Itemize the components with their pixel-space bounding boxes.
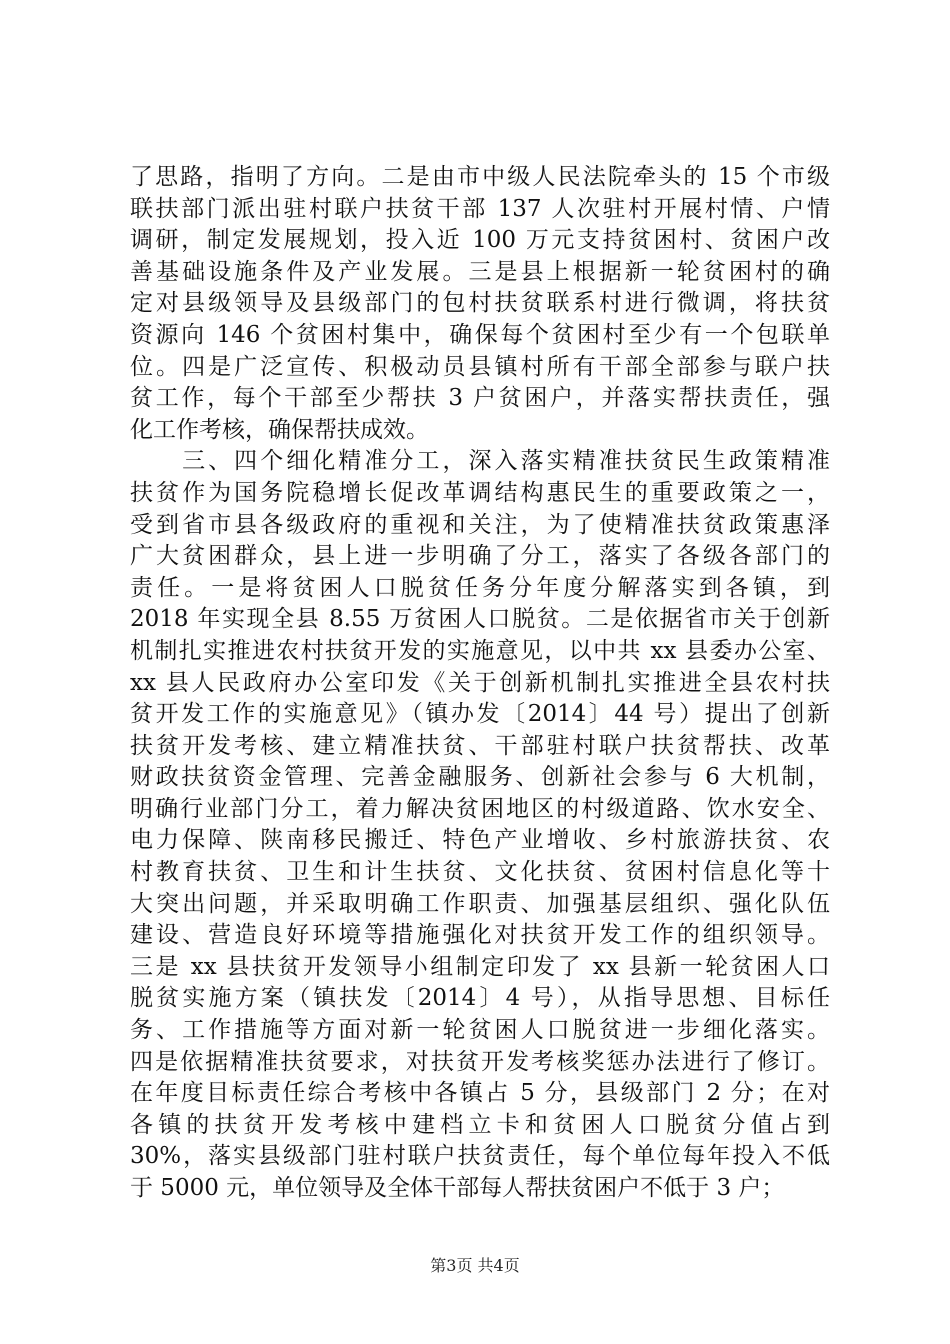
text-line: 三、四个细化精准分工，深入落实精准扶贫民生政策精准 xyxy=(130,448,830,475)
text-line: 机制扎实推进农村扶贫开发的实施意见，以中共 xx 县委办公室、 xyxy=(130,637,830,664)
text-line: 扶贫作为国务院稳增长促改革调结构惠民生的重要政策之一， xyxy=(130,479,830,506)
text-line: 各镇的扶贫开发考核中建档立卡和贫困人口脱贫分值占到 xyxy=(130,1111,830,1138)
text-line: 定对县级领导及县级部门的包村扶贫联系村进行微调，将扶贫 xyxy=(130,290,830,317)
text-line: 了思路，指明了方向。二是由市中级人民法院牵头的 15 个市级 xyxy=(130,164,830,190)
text-line: 受到省市县各级政府的重视和关注，为了使精准扶贫政策惠泽 xyxy=(130,511,830,538)
page-footer: 第3页 共4页 xyxy=(430,1256,520,1275)
body-text xyxy=(130,162,830,1205)
text-line: 大突出问题，并采取明确工作职责、加强基层组织、强化队伍 xyxy=(130,890,830,917)
text-line: 于 5000 元，单位领导及全体干部每人帮扶贫困户不低于 3 户； xyxy=(130,1175,785,1201)
text-line: 电力保障、陕南移民搬迁、特色产业增收、乡村旅游扶贫、农 xyxy=(130,827,830,854)
text-line: 30%，落实县级部门驻村联户扶贫责任，每个单位每年投入不低 xyxy=(130,1143,830,1170)
text-line: 建设、营造良好环境等措施强化对扶贫开发工作的组织领导。 xyxy=(130,922,830,949)
text-line: 广大贫困群众，县上进一步明确了分工，落实了各级各部门的 xyxy=(130,543,830,570)
text-line: 财政扶贫资金管理、完善金融服务、创新社会参与 6 大机制， xyxy=(130,764,830,791)
text-line: 化工作考核，确保帮扶成效。 xyxy=(130,416,429,443)
text-line: 联扶部门派出驻村联户扶贫干部 137 人次驻村开展村情、户情 xyxy=(130,195,830,222)
text-line: 2018 年实现全县 8.55 万贫困人口脱贫。二是依据省市关于创新 xyxy=(130,606,830,633)
text-line: 资源向 146 个贫困村集中，确保每个贫困村至少有一个包联单 xyxy=(130,321,830,348)
text-line: 调研，制定发展规划，投入近 100 万元支持贫困村、贫困户改 xyxy=(130,227,830,254)
text-line: 三是 xx 县扶贫开发领导小组制定印发了 xx 县新一轮贫困人口 xyxy=(130,953,830,980)
text-line: 贫开发工作的实施意见》（镇办发〔2014〕44 号）提出了创新 xyxy=(130,701,830,728)
text-line: 善基础设施条件及产业发展。三是县上根据新一轮贫困村的确 xyxy=(130,258,830,285)
text-line: 扶贫开发考核、建立精准扶贫、干部驻村联户扶贫帮扶、改革 xyxy=(130,732,830,759)
text-line: 四是依据精准扶贫要求，对扶贫开发考核奖惩办法进行了修订。 xyxy=(130,1048,830,1075)
text-line: 村教育扶贫、卫生和计生扶贫、文化扶贫、贫困村信息化等十 xyxy=(130,859,830,886)
text-line: 位。四是广泛宣传、积极动员县镇村所有干部全部参与联户扶 xyxy=(130,353,830,380)
text-line: 在年度目标责任综合考核中各镇占 5 分，县级部门 2 分；在对 xyxy=(130,1080,830,1107)
text-line: 责任。一是将贫困人口脱贫任务分年度分解落实到各镇，到 xyxy=(130,574,830,601)
text-line: 贫工作，每个干部至少帮扶 3 户贫困户，并落实帮扶责任，强 xyxy=(130,385,830,412)
text-line: xx 县人民政府办公室印发《关于创新机制扎实推进全县农村扶 xyxy=(130,669,830,696)
text-line: 务、工作措施等方面对新一轮贫困人口脱贫进一步细化落实。 xyxy=(130,1017,830,1044)
text-line: 脱贫实施方案（镇扶发〔2014〕4 号），从指导思想、目标任 xyxy=(130,985,830,1012)
text-line: 明确行业部门分工，着力解决贫困地区的村级道路、饮水安全、 xyxy=(130,795,830,822)
